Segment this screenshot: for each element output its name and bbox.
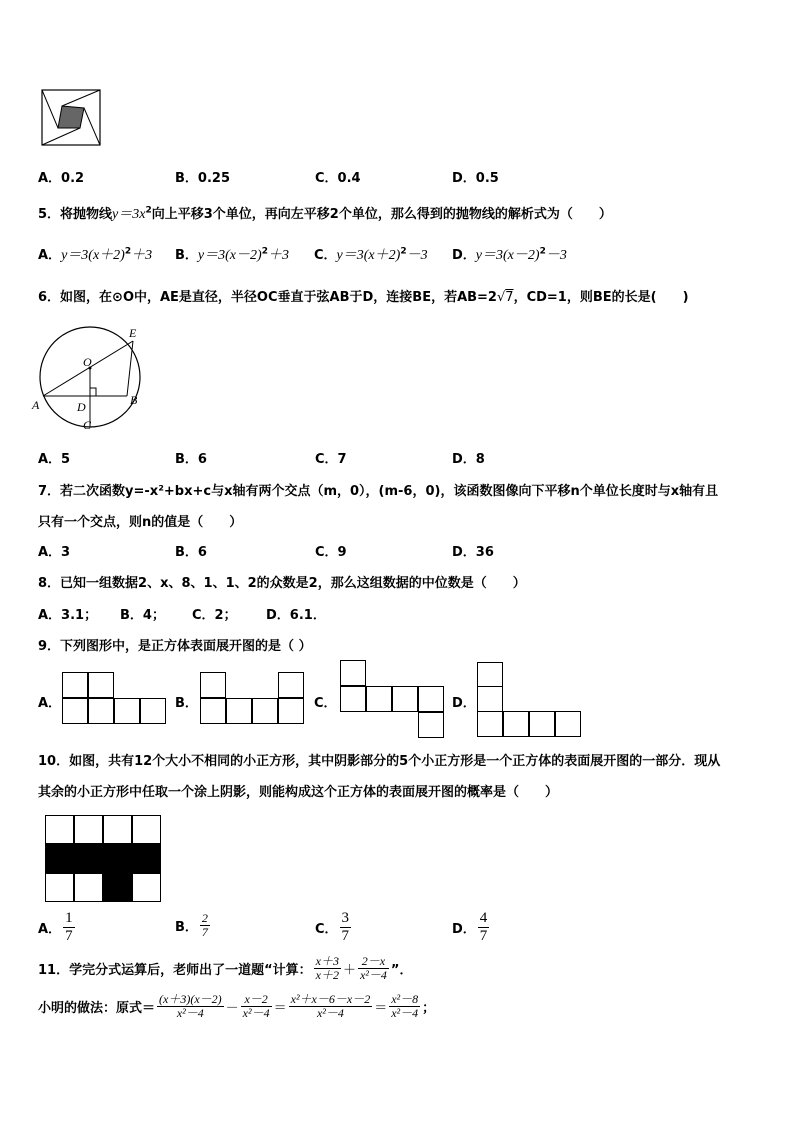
q11-plus: ＋ (342, 963, 356, 978)
q11-minus: － (225, 1001, 239, 1016)
q9-option-b-label[interactable]: B． (175, 696, 198, 711)
q11-w1-num: (x＋3)(x－2) (159, 992, 222, 1006)
q8-question: 8．已知一组数据2、x、8、1、1、2的众数是2，那么这组数据的中位数是（ ） (38, 576, 526, 591)
shaded-square (103, 844, 132, 873)
q11-work (38, 993, 435, 1020)
q5-option-a-label: A． (38, 248, 62, 263)
q10-line1: 10．如图，共有12个大小不相同的小正方形，其中阴影部分的5个小正方形是一个正方体的表面展开图的一部分．现从 (38, 754, 721, 769)
q5-option-c-label: C． (314, 248, 337, 263)
q9-option-d-label[interactable]: D． (452, 696, 476, 711)
q11-text-a: 11．学完分式运算后，老师出了一道题“计算： (38, 963, 312, 978)
q10-line2: 其余的小正方形中任取一个涂上阴影，则能构成这个正方体的表面展开图的概率是（ ） (38, 785, 559, 800)
q11-eq-2: ＝ (374, 1001, 388, 1016)
q10-option-b-den: 7 (201, 925, 208, 939)
q5-text-a: 5．将抛物线 (38, 207, 113, 222)
q6-option-d[interactable]: D．8 (452, 452, 485, 467)
q11-w3-num: x²＋x－6－x－2 (290, 992, 371, 1006)
grid-square (74, 873, 103, 902)
q5-text-b: 向上平移3个单位，再向左平移2个单位，那么得到的抛物线的解析式为（ ） (151, 207, 612, 222)
q5-option-d-expr: y＝3(x－2) (475, 248, 540, 263)
q6-label-b: B (130, 393, 138, 407)
net-square (114, 698, 140, 724)
q11-f1-den: x＋2 (315, 968, 339, 982)
q10-option-b[interactable] (175, 912, 212, 939)
shaded-square (132, 844, 161, 873)
net-square (418, 712, 444, 738)
net-square (477, 662, 503, 688)
q6-text-b: ，CD=1，则BE的长是( ) (513, 290, 689, 305)
q6-sqrt: 7 (505, 290, 514, 305)
grid-square (45, 873, 74, 902)
q6-question: 6．如图，在⊙O中，AE是直径，半径OC垂直于弦AB于D，连接BE，若AB=2√7，CD=1，则BE的长是( ) (38, 290, 689, 305)
q10-option-a-label: A． (38, 922, 62, 937)
q10-option-c-num: 3 (341, 910, 350, 926)
q9-option-a-label[interactable]: A． (38, 696, 62, 711)
q10-option-d-label: D． (452, 922, 476, 937)
net-square (477, 711, 503, 737)
q6-option-b[interactable]: B．6 (175, 452, 207, 467)
net-square (340, 686, 366, 712)
q10-option-c-label: C． (315, 922, 338, 937)
q10-option-b-num: 2 (201, 911, 208, 925)
net-square (278, 672, 304, 698)
q5-sup: 2 (145, 205, 152, 216)
q4-figure (40, 88, 110, 148)
q6-label-o: O (83, 355, 92, 369)
q10-option-d-num: 4 (479, 910, 488, 926)
q11-w4-den: x²－4 (391, 1006, 419, 1020)
q5-option-d[interactable]: D．$y=3(x-2)^2-3$ (452, 246, 567, 263)
q5-option-d-label: D． (452, 248, 476, 263)
shaded-square (74, 844, 103, 873)
q7-line2: 只有一个交点，则n的值是（ ） (38, 515, 243, 530)
q5-option-b-expr: y＝3(x－2) (197, 248, 262, 263)
q5-question (38, 203, 612, 223)
q8-option-d[interactable]: D．6.1． (266, 608, 326, 623)
q11-work-label: 小明的做法：原式＝ (38, 1001, 156, 1016)
net-square (62, 698, 88, 724)
q8-option-a[interactable]: A．3.1； (38, 608, 98, 623)
q7-option-b[interactable]: B．6 (175, 545, 207, 560)
q6-circle-figure (30, 320, 150, 430)
q11-w4-num: x²－8 (391, 992, 419, 1006)
q4-option-a[interactable]: A．0.2 (38, 171, 85, 186)
grid-square (103, 815, 132, 844)
q11-w3-den: x²－4 (316, 1006, 344, 1020)
q11-f1-num: x＋3 (315, 954, 339, 968)
q5-expr: y＝3x (112, 207, 146, 222)
net-square (555, 711, 581, 737)
grid-square (132, 815, 161, 844)
q7-option-c[interactable]: C．9 (315, 545, 347, 560)
q8-option-b[interactable]: B．4； (120, 608, 165, 623)
q7-option-a[interactable]: A．3 (38, 545, 71, 560)
q5-option-c[interactable]: C．$y=3(x+2)^2-3$ (314, 246, 428, 263)
grid-square (132, 873, 161, 902)
q11-w1-den: x²－4 (176, 1006, 204, 1020)
q6-label-e: E (129, 326, 137, 340)
net-square (62, 672, 88, 698)
q6-label-c: C (83, 418, 92, 430)
net-square (278, 698, 304, 724)
shaded-square (103, 873, 132, 902)
net-square (88, 672, 114, 698)
q6-option-a[interactable]: A．5 (38, 452, 71, 467)
q11-w2-den: x²－4 (242, 1006, 270, 1020)
q11-f2-den: x²－4 (359, 968, 387, 982)
q11-w2-num: x－2 (241, 993, 272, 1007)
q5-option-a-tail: ＋3 (131, 248, 153, 263)
net-square (366, 686, 392, 712)
q11-question (38, 955, 412, 982)
q5-option-c-expr: y＝3(x＋2) (336, 248, 401, 263)
q9-option-c-label[interactable]: C． (314, 696, 337, 711)
q5-option-a[interactable]: A．$y=3(x+2)^2+3$ (38, 246, 153, 263)
q9-question: 9．下列图形中，是正方体表面展开图的是（ ） (38, 639, 312, 654)
q5-option-b[interactable]: B．$y=3(x-2)^2+3$ (175, 246, 289, 263)
net-square (200, 698, 226, 724)
q10-option-c-den: 7 (341, 928, 350, 944)
grid-square (45, 815, 74, 844)
q5-option-d-tail: －3 (545, 248, 567, 263)
q5-option-c-tail: －3 (406, 248, 428, 263)
q6-label-d: D (77, 400, 86, 414)
q5-option-a-expr: y＝3(x＋2) (61, 248, 125, 263)
net-square (477, 686, 503, 712)
net-square (252, 698, 278, 724)
net-square (200, 672, 226, 698)
net-square (529, 711, 555, 737)
q6-text-a: 6．如图，在⊙O中，AE是直径，半径OC垂直于弦AB于D，连接BE，若AB=2 (38, 290, 497, 305)
q6-label-a: A (32, 398, 40, 412)
net-square (392, 686, 418, 712)
q7-line1: 7．若二次函数y=-x²+bx+c与x轴有两个交点（m，0），(m-6，0)，该函数图像向下平移n个单位长度时与x轴有且 (38, 484, 719, 499)
net-square (140, 698, 166, 724)
q7-option-d[interactable]: D．36 (452, 545, 494, 560)
net-square (88, 698, 114, 724)
q11-text-b: ”． (390, 963, 413, 978)
q11-f2-num: 2－x (358, 955, 389, 969)
net-square (340, 660, 366, 686)
q11-eq-1: ＝ (273, 1001, 287, 1016)
q5-option-b-tail: ＋3 (267, 248, 289, 263)
q4-option-c[interactable]: C．0.4 (315, 171, 361, 186)
shaded-square (45, 844, 74, 873)
q5-option-b-label: B． (175, 248, 198, 263)
q10-option-a[interactable] (38, 910, 77, 945)
net-square (418, 686, 444, 712)
q10-option-a-num: 1 (65, 910, 73, 926)
net-square (226, 698, 252, 724)
q11-end: ； (422, 1001, 436, 1016)
net-square (503, 711, 529, 737)
q10-option-a-den: 7 (65, 928, 73, 944)
q8-option-c[interactable]: C．2； (192, 608, 237, 623)
q10-option-d[interactable] (452, 910, 491, 945)
grid-square (74, 815, 103, 844)
q10-option-b-label: B． (175, 920, 198, 935)
q4-option-b[interactable]: B．0.25 (175, 171, 230, 186)
q4-option-d[interactable]: D．0.5 (452, 171, 499, 186)
q10-option-c[interactable] (315, 910, 353, 945)
q6-option-c[interactable]: C．7 (315, 452, 347, 467)
q10-option-d-den: 7 (479, 928, 488, 944)
